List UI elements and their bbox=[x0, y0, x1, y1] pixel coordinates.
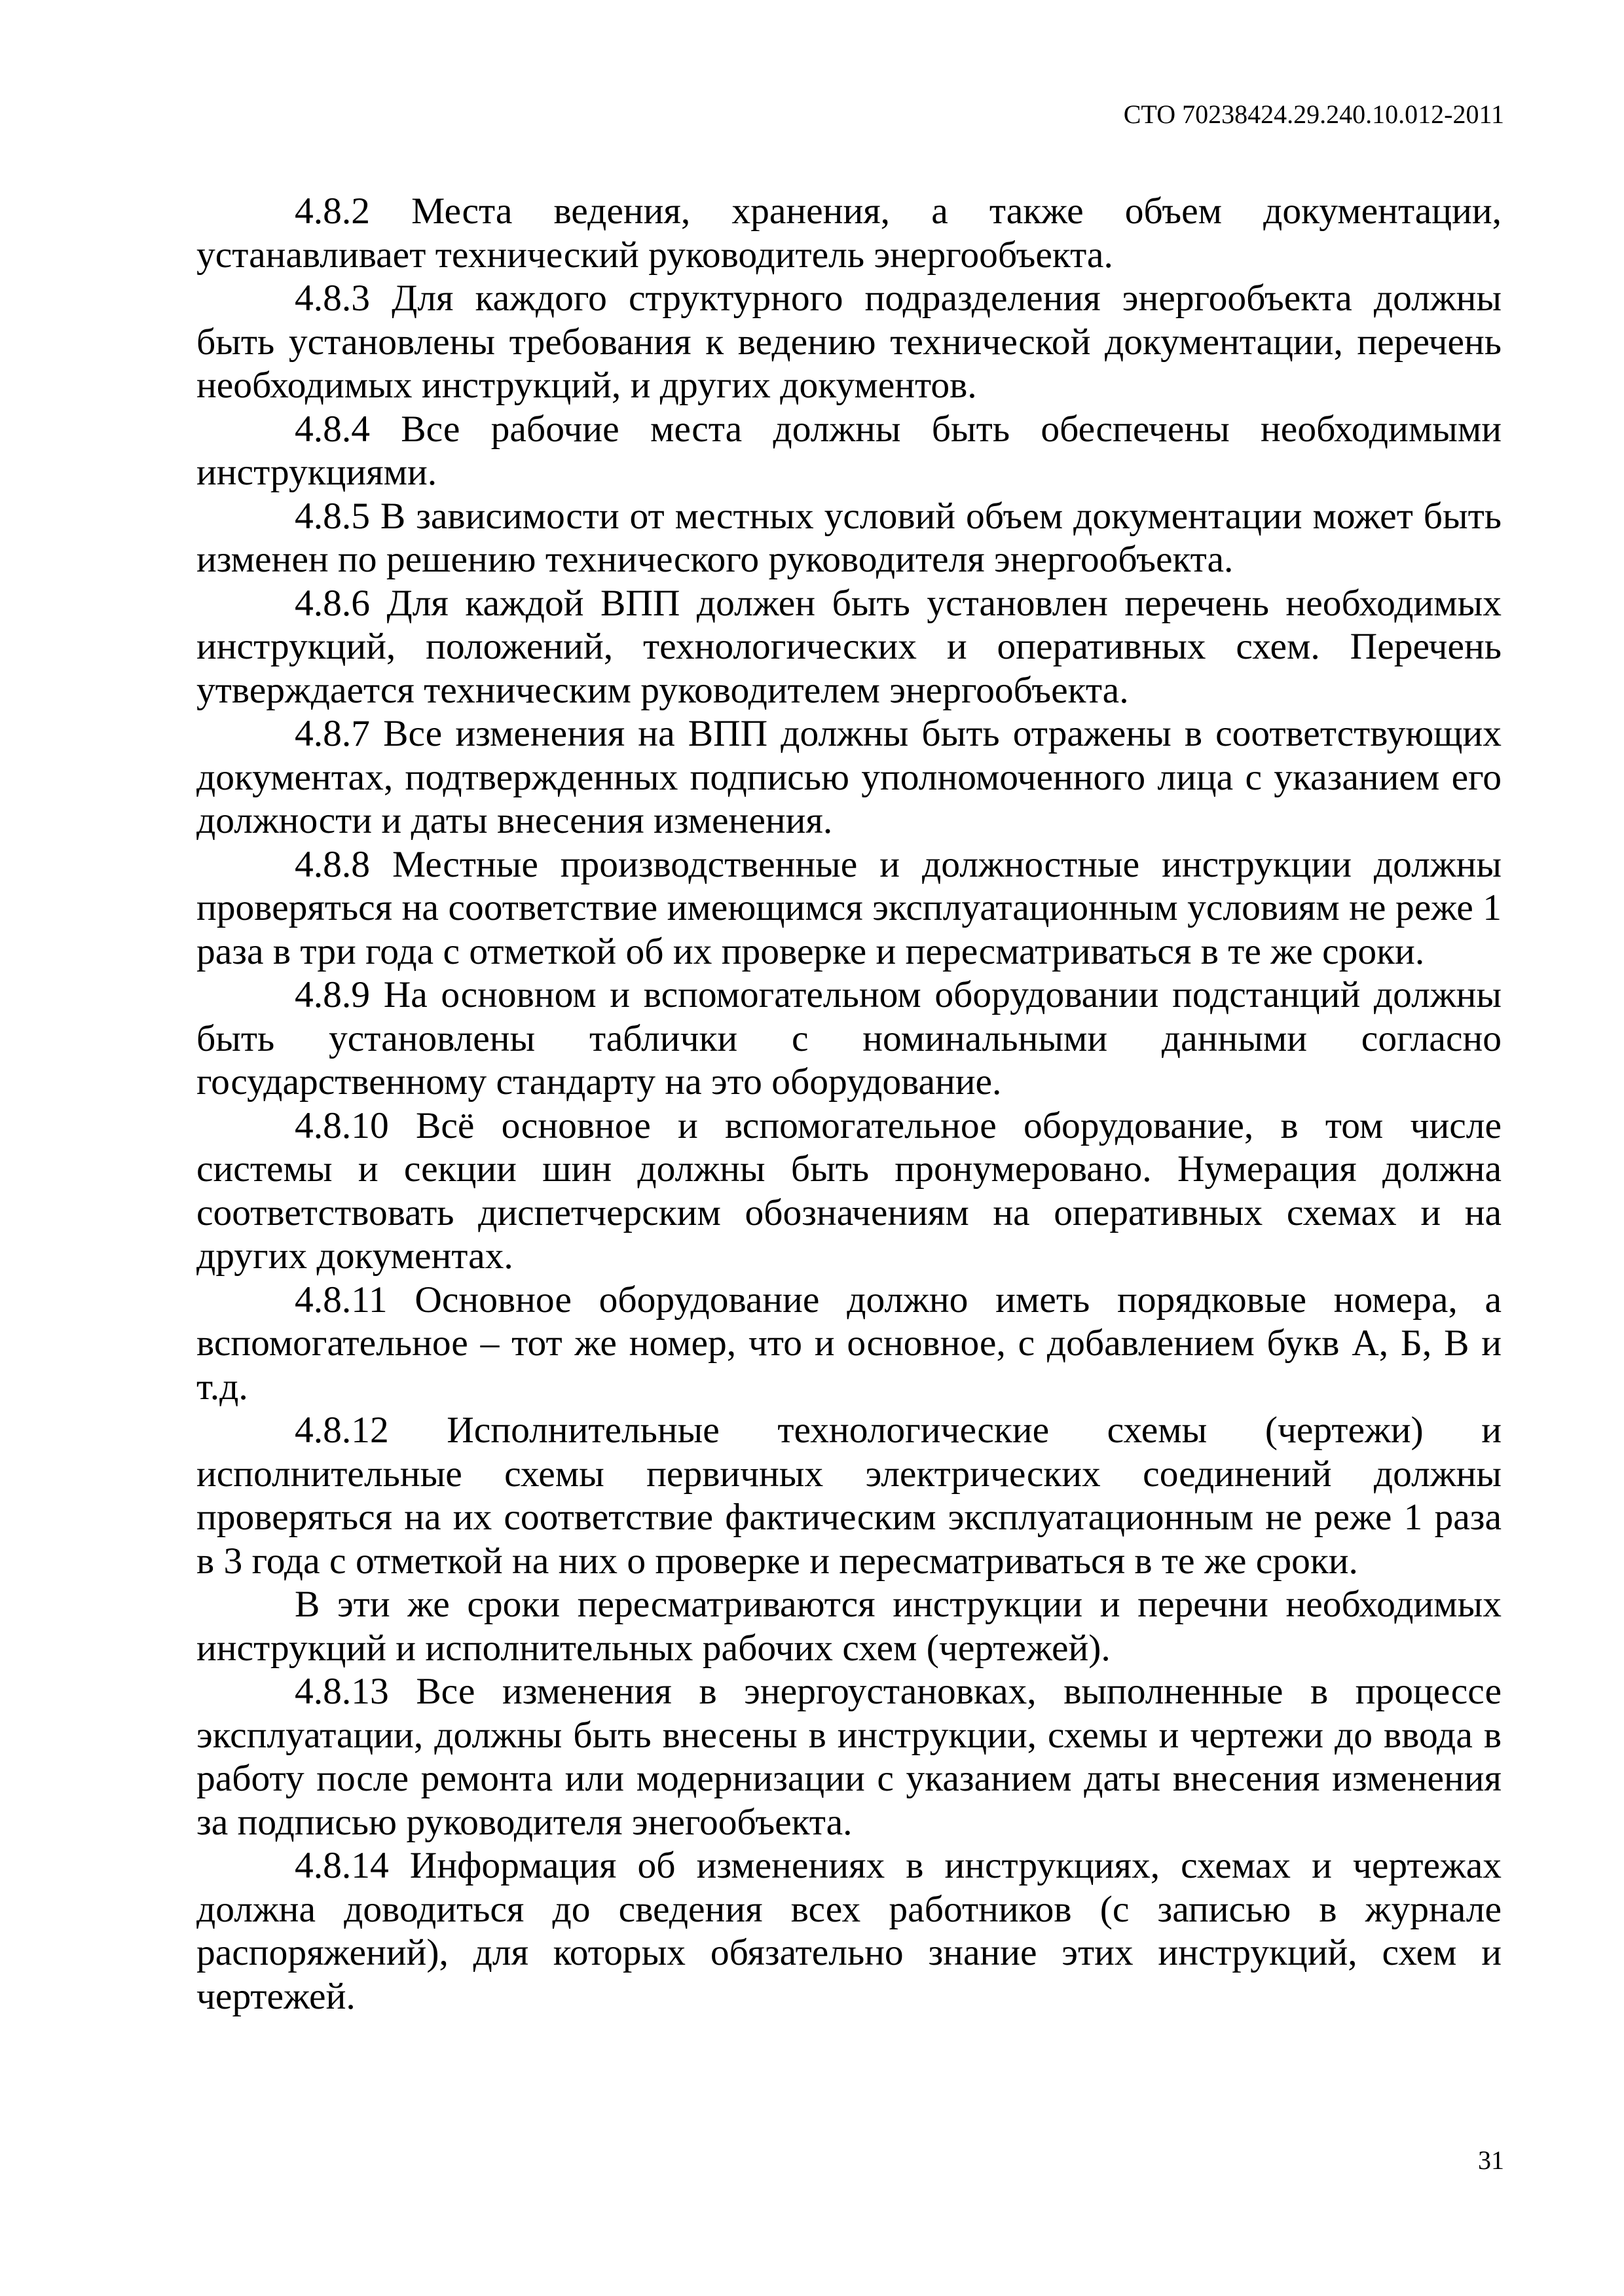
paragraph-4-8-7: 4.8.7 Все изменения на ВПП должны быть отражены в соответствующих документах, подтвержденных подписью уполномоченного лица с указанием его должности и даты внесения изменения. bbox=[196, 713, 1502, 841]
paragraph-4-8-11: 4.8.11 Основное оборудование должно иметь порядковые номера, а вспомогательное – тот же номер, что и основное, с добавлением букв А, Б, В и т.д. bbox=[196, 1279, 1502, 1408]
paragraph-4-8-12: 4.8.12 Исполнительные технологические схемы (чертежи) и исполнительные схемы первичных электрических соединений должны проверяться на их соответствие фактическим эксплуатационным не реже 1 раза в 3 года с отметкой на них о проверке и пересматриваться в те же сроки. bbox=[196, 1410, 1502, 1582]
paragraph-4-8-8: 4.8.8 Местные производственные и должностные инструкции должны проверяться на соответствие имеющимся эксплуатационным условиям не реже 1 раза в три года с отметкой об их проверке и пересматриваться в те же сроки. bbox=[196, 843, 1502, 972]
paragraph-4-8-13: 4.8.13 Все изменения в энергоустановках, выполненные в процессе эксплуатации, должны быть внесены в инструкции, схемы и чертежи до ввода в работу после ремонта или модернизации с указанием даты внесения изменения за подписью руководителя энегообъекта. bbox=[196, 1671, 1502, 1843]
paragraph-4-8-12-continued: В эти же сроки пересматриваются инструкции и перечни необходимых инструкций и исполнительных рабочих схем (чертежей). bbox=[196, 1584, 1502, 1669]
paragraph-4-8-9: 4.8.9 На основном и вспомогательном оборудовании подстанций должны быть установлены таблички с номинальными данными согласно государственному стандарту на это оборудование. bbox=[196, 974, 1502, 1102]
paragraph-4-8-4: 4.8.4 Все рабочие места должны быть обеспечены необходимыми инструкциями. bbox=[196, 408, 1502, 493]
paragraph-4-8-14: 4.8.14 Информация об изменениях в инструкциях, схемах и чертежах должна доводиться до сведения всех работников (с записью в журнале распоряжений), для которых обязательно знание этих инструкций, схем и чертежей. bbox=[196, 1845, 1502, 2017]
page-number: 31 bbox=[1478, 2145, 1504, 2175]
paragraph-4-8-3: 4.8.3 Для каждого структурного подразделения энергообъекта должны быть установлены требования к ведению технической документации, перечень необходимых инструкций, и других документов. bbox=[196, 278, 1502, 406]
document-code-header: СТО 70238424.29.240.10.012-2011 bbox=[1123, 100, 1504, 129]
paragraph-4-8-5: 4.8.5 В зависимости от местных условий объем документации может быть изменен по решению технического руководителя энергообъекта. bbox=[196, 495, 1502, 580]
document-body bbox=[196, 190, 1502, 2018]
paragraph-4-8-10: 4.8.10 Всё основное и вспомогательное оборудование, в том числе системы и секции шин должны быть пронумеровано. Нумерация должна соответствовать диспетчерским обозначениям на оперативных схемах и на других документах. bbox=[196, 1104, 1502, 1277]
paragraph-4-8-2: 4.8.2 Места ведения, хранения, а также объем документации, устанавливает технический руководитель энергообъекта. bbox=[196, 191, 1502, 276]
paragraph-4-8-6: 4.8.6 Для каждой ВПП должен быть установлен перечень необходимых инструкций, положений, технологических и оперативных схем. Перечень утверждается техническим руководителем энергообъекта. bbox=[196, 582, 1502, 711]
